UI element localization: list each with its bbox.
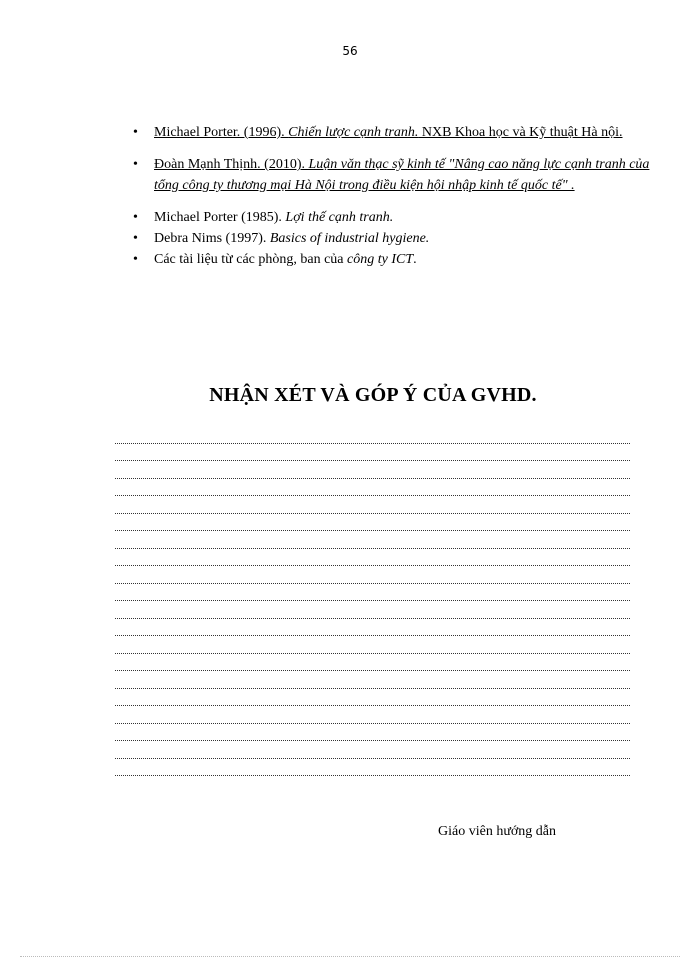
dotted-line (115, 514, 630, 532)
dotted-line (115, 724, 630, 742)
reference-author-year: Các tài liệu từ các phòng, ban của (154, 252, 348, 267)
bullet-icon: • (133, 231, 138, 246)
reference-text (154, 125, 623, 140)
reference-publisher: NXB Khoa học và Kỹ thuật Hà nội. (418, 125, 623, 140)
bullet-icon: • (133, 157, 138, 172)
reference-title: công ty ICT (347, 252, 414, 267)
dotted-line (115, 741, 630, 759)
dotted-line (115, 759, 630, 777)
dotted-line (115, 706, 630, 724)
reference-item (133, 249, 653, 270)
dotted-line (115, 619, 630, 637)
bullet-icon: • (133, 210, 138, 225)
reference-author-year: Debra Nims (1997). (154, 231, 270, 246)
reference-text (154, 157, 649, 193)
dotted-line (115, 531, 630, 549)
page-number: 56 (342, 44, 358, 58)
reference-author-year: Michael Porter. (1996). (154, 125, 289, 140)
bullet-icon: • (133, 125, 138, 140)
dotted-line (115, 566, 630, 584)
reference-title: Chiến lược cạnh tranh. (288, 125, 419, 140)
section-title: NHẬN XÉT VÀ GÓP Ý CỦA GVHD. (209, 384, 537, 406)
reference-title: Basics of industrial hygiene. (269, 231, 430, 246)
comment-dotted-lines (115, 426, 630, 776)
dotted-line (115, 601, 630, 619)
page-bottom-divider (20, 956, 680, 957)
dotted-line (115, 671, 630, 689)
dotted-line (115, 636, 630, 654)
dotted-line (115, 479, 630, 497)
reference-list (133, 122, 653, 270)
reference-title: Lợi thế cạnh tranh. (285, 210, 394, 225)
reference-item (133, 207, 653, 228)
dotted-line (115, 549, 630, 567)
dotted-line (115, 461, 630, 479)
reference-author-year: Đoàn Mạnh Thịnh. (2010). (154, 157, 309, 172)
reference-item (133, 154, 653, 196)
dotted-line (115, 654, 630, 672)
reference-author-year: Michael Porter (1985). (154, 210, 286, 225)
dotted-line (115, 689, 630, 707)
reference-item (133, 122, 653, 143)
reference-title: Luận văn thạc sỹ kinh tế "Nâng cao năng lực cạnh tranh của tổng công ty thương mại Hà Nội trong điều kiện hội nhập kinh tế quốc tế" . (154, 157, 650, 193)
dotted-line (115, 426, 630, 444)
reference-publisher: . (413, 252, 417, 267)
reference-item (133, 228, 653, 249)
dotted-line (115, 444, 630, 462)
supervisor-signature-label: Giáo viên hướng dẫn (438, 824, 557, 839)
dotted-line (115, 496, 630, 514)
bullet-icon: • (133, 252, 138, 267)
dotted-line (115, 584, 630, 602)
